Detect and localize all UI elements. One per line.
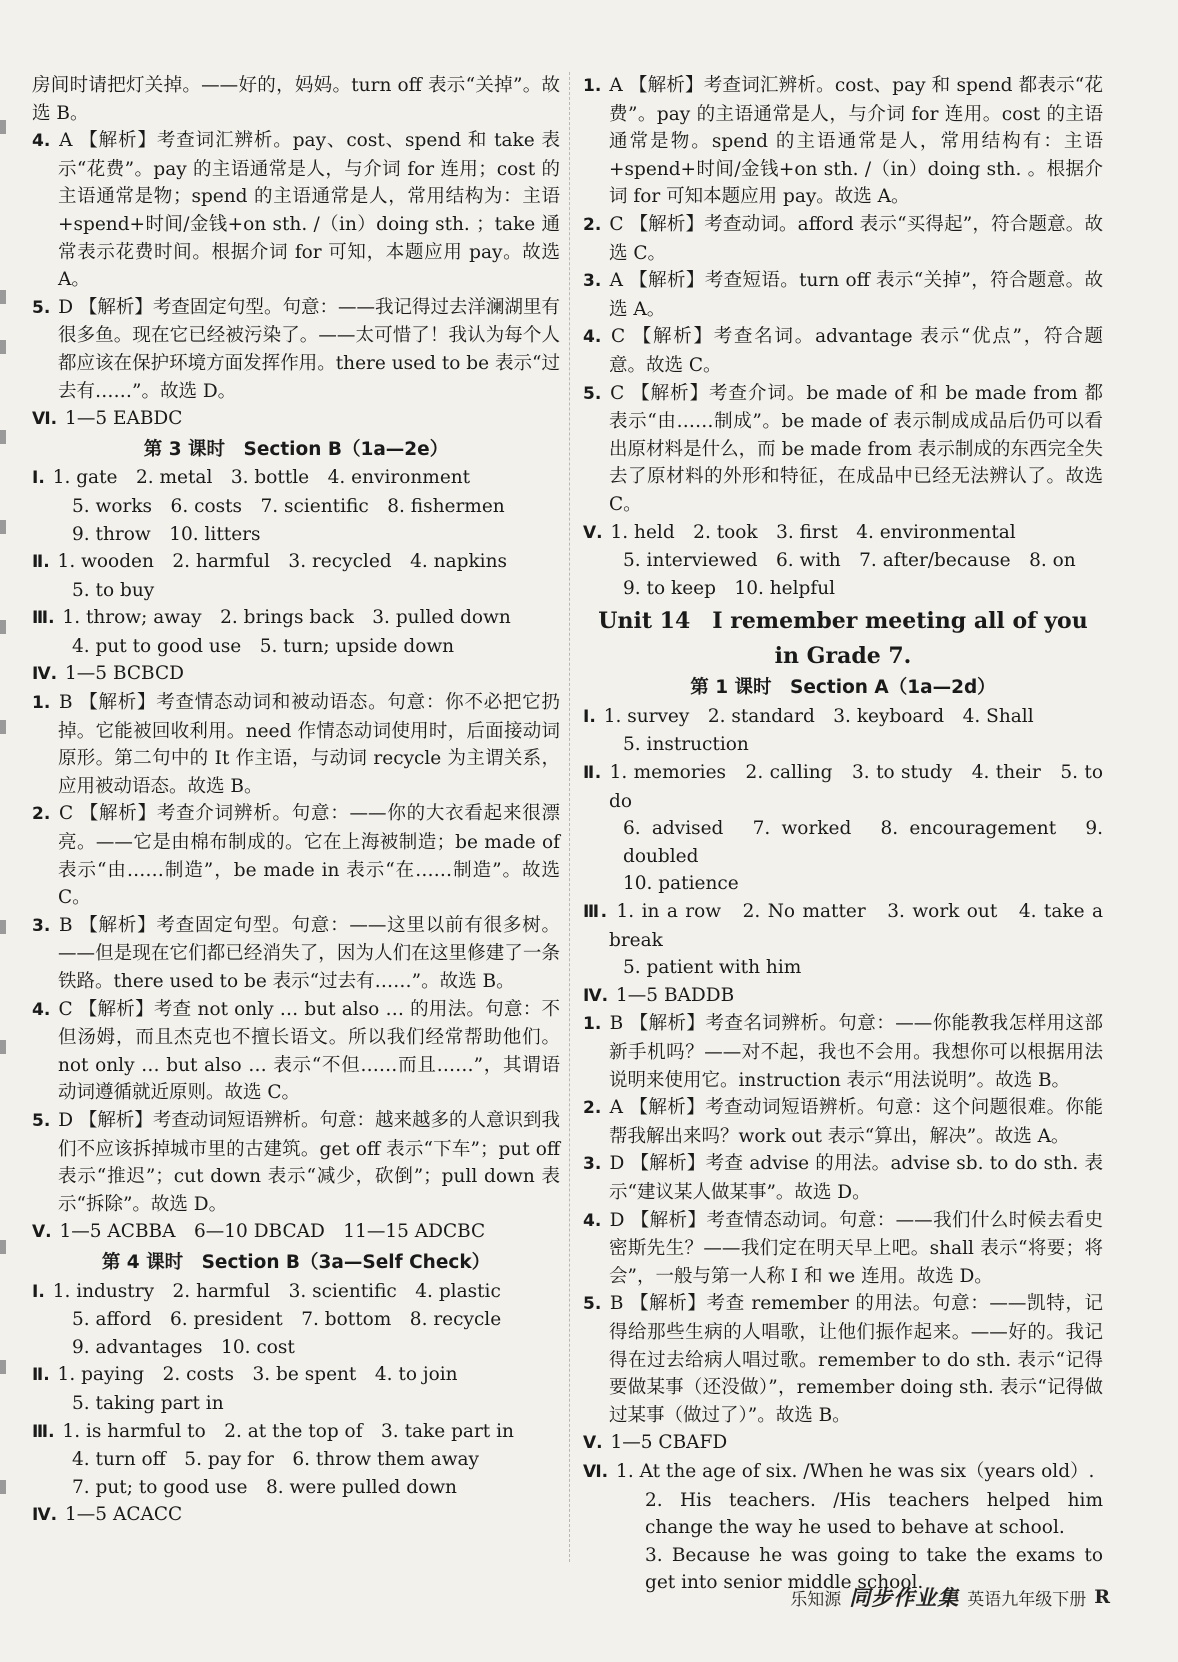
item-text: 1. survey 2. standard 3. keyboard 4. Shall — [603, 705, 1034, 727]
answer-line — [32, 521, 560, 549]
item-text: 7. put; to good use 8. were pulled down — [72, 1476, 457, 1498]
item-text: 10. patience — [623, 873, 739, 895]
answer-item — [583, 211, 1103, 267]
answer-item — [32, 464, 560, 493]
answer-line — [32, 1334, 560, 1362]
item-number: 5. — [32, 297, 51, 318]
item-number: Ⅴ. — [583, 1433, 603, 1454]
item-text: 9. advantages 10. cost — [72, 1336, 295, 1358]
item-number: Ⅲ. — [32, 608, 55, 629]
item-text: D 【解析】考查固定句型。句意：——我记得过去洋澜湖里有很多鱼。现在它已经被污染了。——太可惜了！我认为每个人都应该在保护环境方面发挥作用。there used to be 表示“过去有……”。故选 D。 — [58, 296, 560, 402]
answer-item — [32, 1107, 560, 1218]
item-text: 1—5 ACACC — [65, 1504, 183, 1526]
item-text: B 【解析】考查名词辨析。句意：——你能教我怎样用这部新手机吗？——对不起，我也不会用。我想你可以根据用法说明来使用它。instruction 表示“用法说明”。故选 B。 — [609, 1013, 1103, 1091]
answer-item — [32, 912, 560, 996]
item-number: Ⅳ. — [32, 1505, 58, 1526]
lesson-heading: 第 1 课时 Section A（1a—2d） — [690, 677, 996, 699]
answer-item — [583, 1429, 1103, 1458]
item-text: 5. to buy — [72, 579, 155, 601]
item-text: A 【解析】考查短语。turn off 表示“关掉”，符合题意。故选 A。 — [609, 270, 1103, 320]
answer-item — [583, 380, 1103, 519]
item-text: 1—5 ACBBA 6—10 DBCAD 11—15 ADCBC — [59, 1221, 486, 1243]
item-text: 1. industry 2. harmful 3. scientific 4. plastic — [52, 1280, 501, 1302]
item-text: 4. turn off 5. pay for 6. throw them away — [72, 1449, 480, 1471]
item-text: B 【解析】考查固定句型。句意：——这里以前有很多树。——但是现在它们都已经消失了，因为人们在这里修建了一条铁路。there used to be 表示“过去有……”。故选 B。 — [58, 914, 560, 992]
footer-series: 同步作业集 — [849, 1586, 960, 1610]
item-number: 5. — [32, 1110, 51, 1131]
column-divider — [569, 72, 570, 1562]
item-text: 1. in a row 2. No matter 3. work out 4. take a break — [609, 901, 1103, 951]
footer-brand: 乐知源 — [790, 1589, 842, 1610]
item-text: C 【解析】考查名词。advantage 表示“优点”，符合题意。故选 C。 — [609, 326, 1103, 376]
item-number: Ⅰ. — [32, 468, 45, 489]
answer-item — [583, 1458, 1103, 1487]
item-number: 3. — [583, 271, 602, 292]
item-text: 1. wooden 2. harmful 3. recycled 4. napkins — [57, 551, 507, 573]
item-number: 5. — [583, 1294, 602, 1315]
item-text: D 【解析】考查动词短语辨析。句意：越来越多的人意识到我们不应该拆掉城市里的古建筑。get off 表示“下车”；put off 表示“推迟”；cut down 表示“减少，砍倒”；pull down 表示“拆除”。故选 D。 — [58, 1109, 560, 1215]
item-number: 4. — [583, 1210, 602, 1231]
footer-edition: R — [1094, 1586, 1110, 1608]
item-number: 5. — [583, 383, 602, 404]
answer-line — [32, 493, 560, 521]
answer-line — [32, 577, 560, 605]
item-number: Ⅱ. — [32, 1365, 50, 1386]
item-text: 1. At the age of six. /When he was six（years old）. — [616, 1460, 1095, 1482]
unit-title: Unit 14 I remember meeting all of you — [598, 608, 1088, 635]
item-number: 2. — [583, 214, 602, 235]
answer-item — [32, 127, 560, 294]
answer-item — [32, 1278, 560, 1307]
item-number: 3. — [32, 915, 51, 936]
left-answer-column — [32, 72, 560, 1530]
answer-item — [583, 1207, 1103, 1291]
item-text: B 【解析】考查情态动词和被动语态。句意：你不必把它扔掉。它能被回收利用。need 作情态动词使用时，后面接动词原形。第二句中的 It 作主语，与动词 recycle 为主谓关系，应用被动语态。故选 B。 — [58, 692, 560, 797]
item-text: A 【解析】考查词汇辨析。cost、pay 和 spend 都表示“花费”。pay 的主语通常是人，与介词 for 连用。cost 的主语通常是物。spend 的主语通常是人，常用结构有：主语+spend+时间/金钱+on sth. /（in）doing sth. 。根据介词 for 可知本题应用 pay。故选 A。 — [609, 75, 1103, 208]
item-text: 2. His teachers. /His teachers helped him change the way he used to behave at school. — [645, 1489, 1103, 1539]
item-number: Ⅲ. — [32, 1421, 55, 1442]
item-number: Ⅲ. — [583, 902, 608, 923]
answer-item — [583, 759, 1103, 815]
answer-item — [32, 294, 560, 405]
item-text: C 【解析】考查介词。be made of 和 be made from 都表示“由……制成”。be made of 表示制成成品后仍可以看出原材料是什么，而 be made from 表示制成的东西完全失去了原材料的外形和特征，在成品中已经无法辨认了。故选 C。 — [609, 382, 1103, 515]
unit-title: in Grade 7. — [774, 643, 912, 670]
item-number: Ⅳ. — [32, 664, 58, 685]
item-text: 6. advised 7. worked 8. encouragement 9. doubled — [623, 818, 1103, 867]
lesson-heading: 第 3 课时 Section B（1a—2e） — [143, 438, 449, 460]
item-text: 房间时请把灯关掉。——好的，妈妈。turn off 表示“关掉”。故选 B。 — [32, 75, 560, 124]
item-number: 2. — [583, 1098, 602, 1119]
answer-line — [32, 1474, 560, 1502]
item-number: 4. — [583, 327, 602, 348]
item-number: Ⅱ. — [32, 552, 50, 573]
item-text: 5. instruction — [623, 734, 749, 756]
answer-line — [583, 547, 1103, 575]
answer-item — [583, 982, 1103, 1011]
item-number: Ⅴ. — [583, 522, 603, 543]
answer-line — [32, 1446, 560, 1474]
item-number: 1. — [583, 1014, 602, 1035]
answer-item — [32, 1218, 560, 1247]
answer-item — [32, 800, 560, 911]
lesson-heading: 第 4 课时 Section B（3a—Self Check） — [101, 1251, 491, 1273]
item-number: 4. — [32, 999, 51, 1020]
item-text: 5. interviewed 6. with 7. after/because 8. on — [623, 550, 1076, 572]
item-number: 1. — [583, 76, 602, 96]
item-number: 2. — [32, 804, 51, 825]
answer-line — [583, 575, 1103, 603]
answer-line — [32, 1306, 560, 1334]
item-number: Ⅵ. — [583, 1461, 609, 1482]
answer-line — [32, 72, 560, 127]
item-text: 1—5 BADDB — [616, 984, 735, 1006]
answer-item — [32, 405, 560, 434]
answer-item — [583, 1010, 1103, 1094]
answer-item — [583, 898, 1103, 954]
answer-item — [583, 267, 1103, 323]
item-text: 1—5 EABDC — [65, 408, 183, 430]
answer-item — [32, 1361, 560, 1390]
item-text: B 【解析】考查 remember 的用法。句意：——凯特，记得给那些生病的人唱歌，让他们振作起来。——好的。我记得在过去给病人唱过歌。remember to do sth. 表示“记得要做某事（还没做）”，remember doing sth. 表示“记得做过某事（做过了）”。故选 B。 — [609, 1293, 1103, 1426]
answer-item — [583, 519, 1103, 548]
answer-item — [583, 1290, 1103, 1429]
answer-line — [583, 731, 1103, 759]
item-text: 1. is harmful to 2. at the top of 3. take part in — [62, 1420, 514, 1442]
answer-item — [583, 323, 1103, 379]
item-text: 4. put to good use 5. turn; upside down — [72, 635, 455, 657]
item-text: D 【解析】考查情态动词。句意：——我们什么时候去看史密斯先生？——我们定在明天早上吧。shall 表示“将要；将会”，一般与第一人称 I 和 we 连用。故选 D。 — [609, 1209, 1103, 1287]
answer-item — [32, 604, 560, 633]
item-number: 4. — [32, 131, 51, 152]
item-text: C 【解析】考查动词。afford 表示“买得起”，符合题意。故选 C。 — [609, 213, 1103, 264]
item-text: D 【解析】考查 advise 的用法。advise sb. to do sth. 表示“建议某人做某事”。故选 D。 — [609, 1153, 1103, 1203]
answer-line — [583, 954, 1103, 982]
answer-line — [32, 633, 560, 661]
answer-item — [583, 72, 1103, 211]
item-text: 5. patient with him — [623, 957, 802, 979]
page-footer — [790, 1582, 1110, 1612]
item-text: 1. held 2. took 3. first 4. environmental — [610, 521, 1016, 543]
answer-item — [32, 689, 560, 800]
item-text: 1—5 CBAFD — [610, 1432, 728, 1454]
answer-item — [32, 996, 560, 1107]
answer-item — [32, 1418, 560, 1447]
answer-item — [583, 1150, 1103, 1206]
item-number: Ⅰ. — [32, 1281, 45, 1302]
binding-edge-marks — [0, 100, 8, 1580]
item-text: 1. memories 2. calling 3. to study 4. their 5. to do — [609, 762, 1104, 812]
item-text: 5. taking part in — [72, 1392, 224, 1414]
item-text: 1. paying 2. costs 3. be spent 4. to join — [57, 1364, 458, 1386]
answer-line — [583, 870, 1103, 898]
item-text: C 【解析】考查介词辨析。句意：——你的大衣看起来很漂亮。——它是由棉布制成的。它在上海被制造；be made of 表示“由……制造”，be made in 表示“在……制造”。故选 C。 — [58, 803, 560, 909]
footer-subject: 英语九年级下册 — [967, 1589, 1087, 1610]
item-text: 9. throw 10. litters — [72, 523, 261, 545]
item-text: A 【解析】考查动词短语辨析。句意：这个问题很难。你能帮我解出来吗？work out 表示“算出，解决”。故选 A。 — [609, 1097, 1103, 1147]
answer-item — [32, 548, 560, 577]
item-text: 3. Because he was going to take the exams to get into senior middle school. — [645, 1544, 1103, 1594]
item-text: 1. gate 2. metal 3. bottle 4. environment — [52, 467, 471, 489]
item-text: 9. to keep 10. helpful — [623, 577, 836, 599]
item-text: C 【解析】考查 not only … but also … 的用法。句意：不但汤姆，而且杰克也不擅长语文。所以我们经常帮助他们。not only … but also … 表示“不但……而且……”，其谓语动词遵循就近原则。故选 C。 — [58, 998, 560, 1104]
item-text: 1—5 BCBCD — [65, 663, 184, 685]
item-text: A 【解析】考查词汇辨析。pay、cost、spend 和 take 表示“花费”。pay 的主语通常是人，与介词 for 连用；cost 的主语通常是物；spend 的主语通常是人，常用结构为：主语+spend+时间/金钱+on sth. /（in）doing sth. ；take 通常表示花费时间。根据介词 for 可知，本题应用 pay。故选 A。 — [58, 130, 560, 291]
right-answer-column — [583, 72, 1103, 1597]
item-text: 5. afford 6. president 7. bottom 8. recycle — [72, 1309, 502, 1331]
answer-item — [583, 703, 1103, 732]
answer-item — [583, 1094, 1103, 1150]
answer-line — [583, 815, 1103, 870]
item-number: Ⅵ. — [32, 409, 58, 430]
answer-item — [32, 660, 560, 689]
item-text: 1. throw; away 2. brings back 3. pulled down — [62, 607, 511, 629]
item-number: Ⅱ. — [583, 763, 602, 784]
item-text: 5. works 6. costs 7. scientific 8. fishermen — [72, 495, 505, 517]
answer-line — [583, 1487, 1103, 1542]
item-number: 1. — [32, 693, 51, 714]
item-number: Ⅳ. — [583, 985, 609, 1006]
item-number: 3. — [583, 1154, 602, 1175]
answer-item — [32, 1501, 560, 1530]
item-number: Ⅴ. — [32, 1222, 52, 1243]
item-number: Ⅰ. — [583, 706, 596, 727]
answer-line — [32, 1390, 560, 1418]
